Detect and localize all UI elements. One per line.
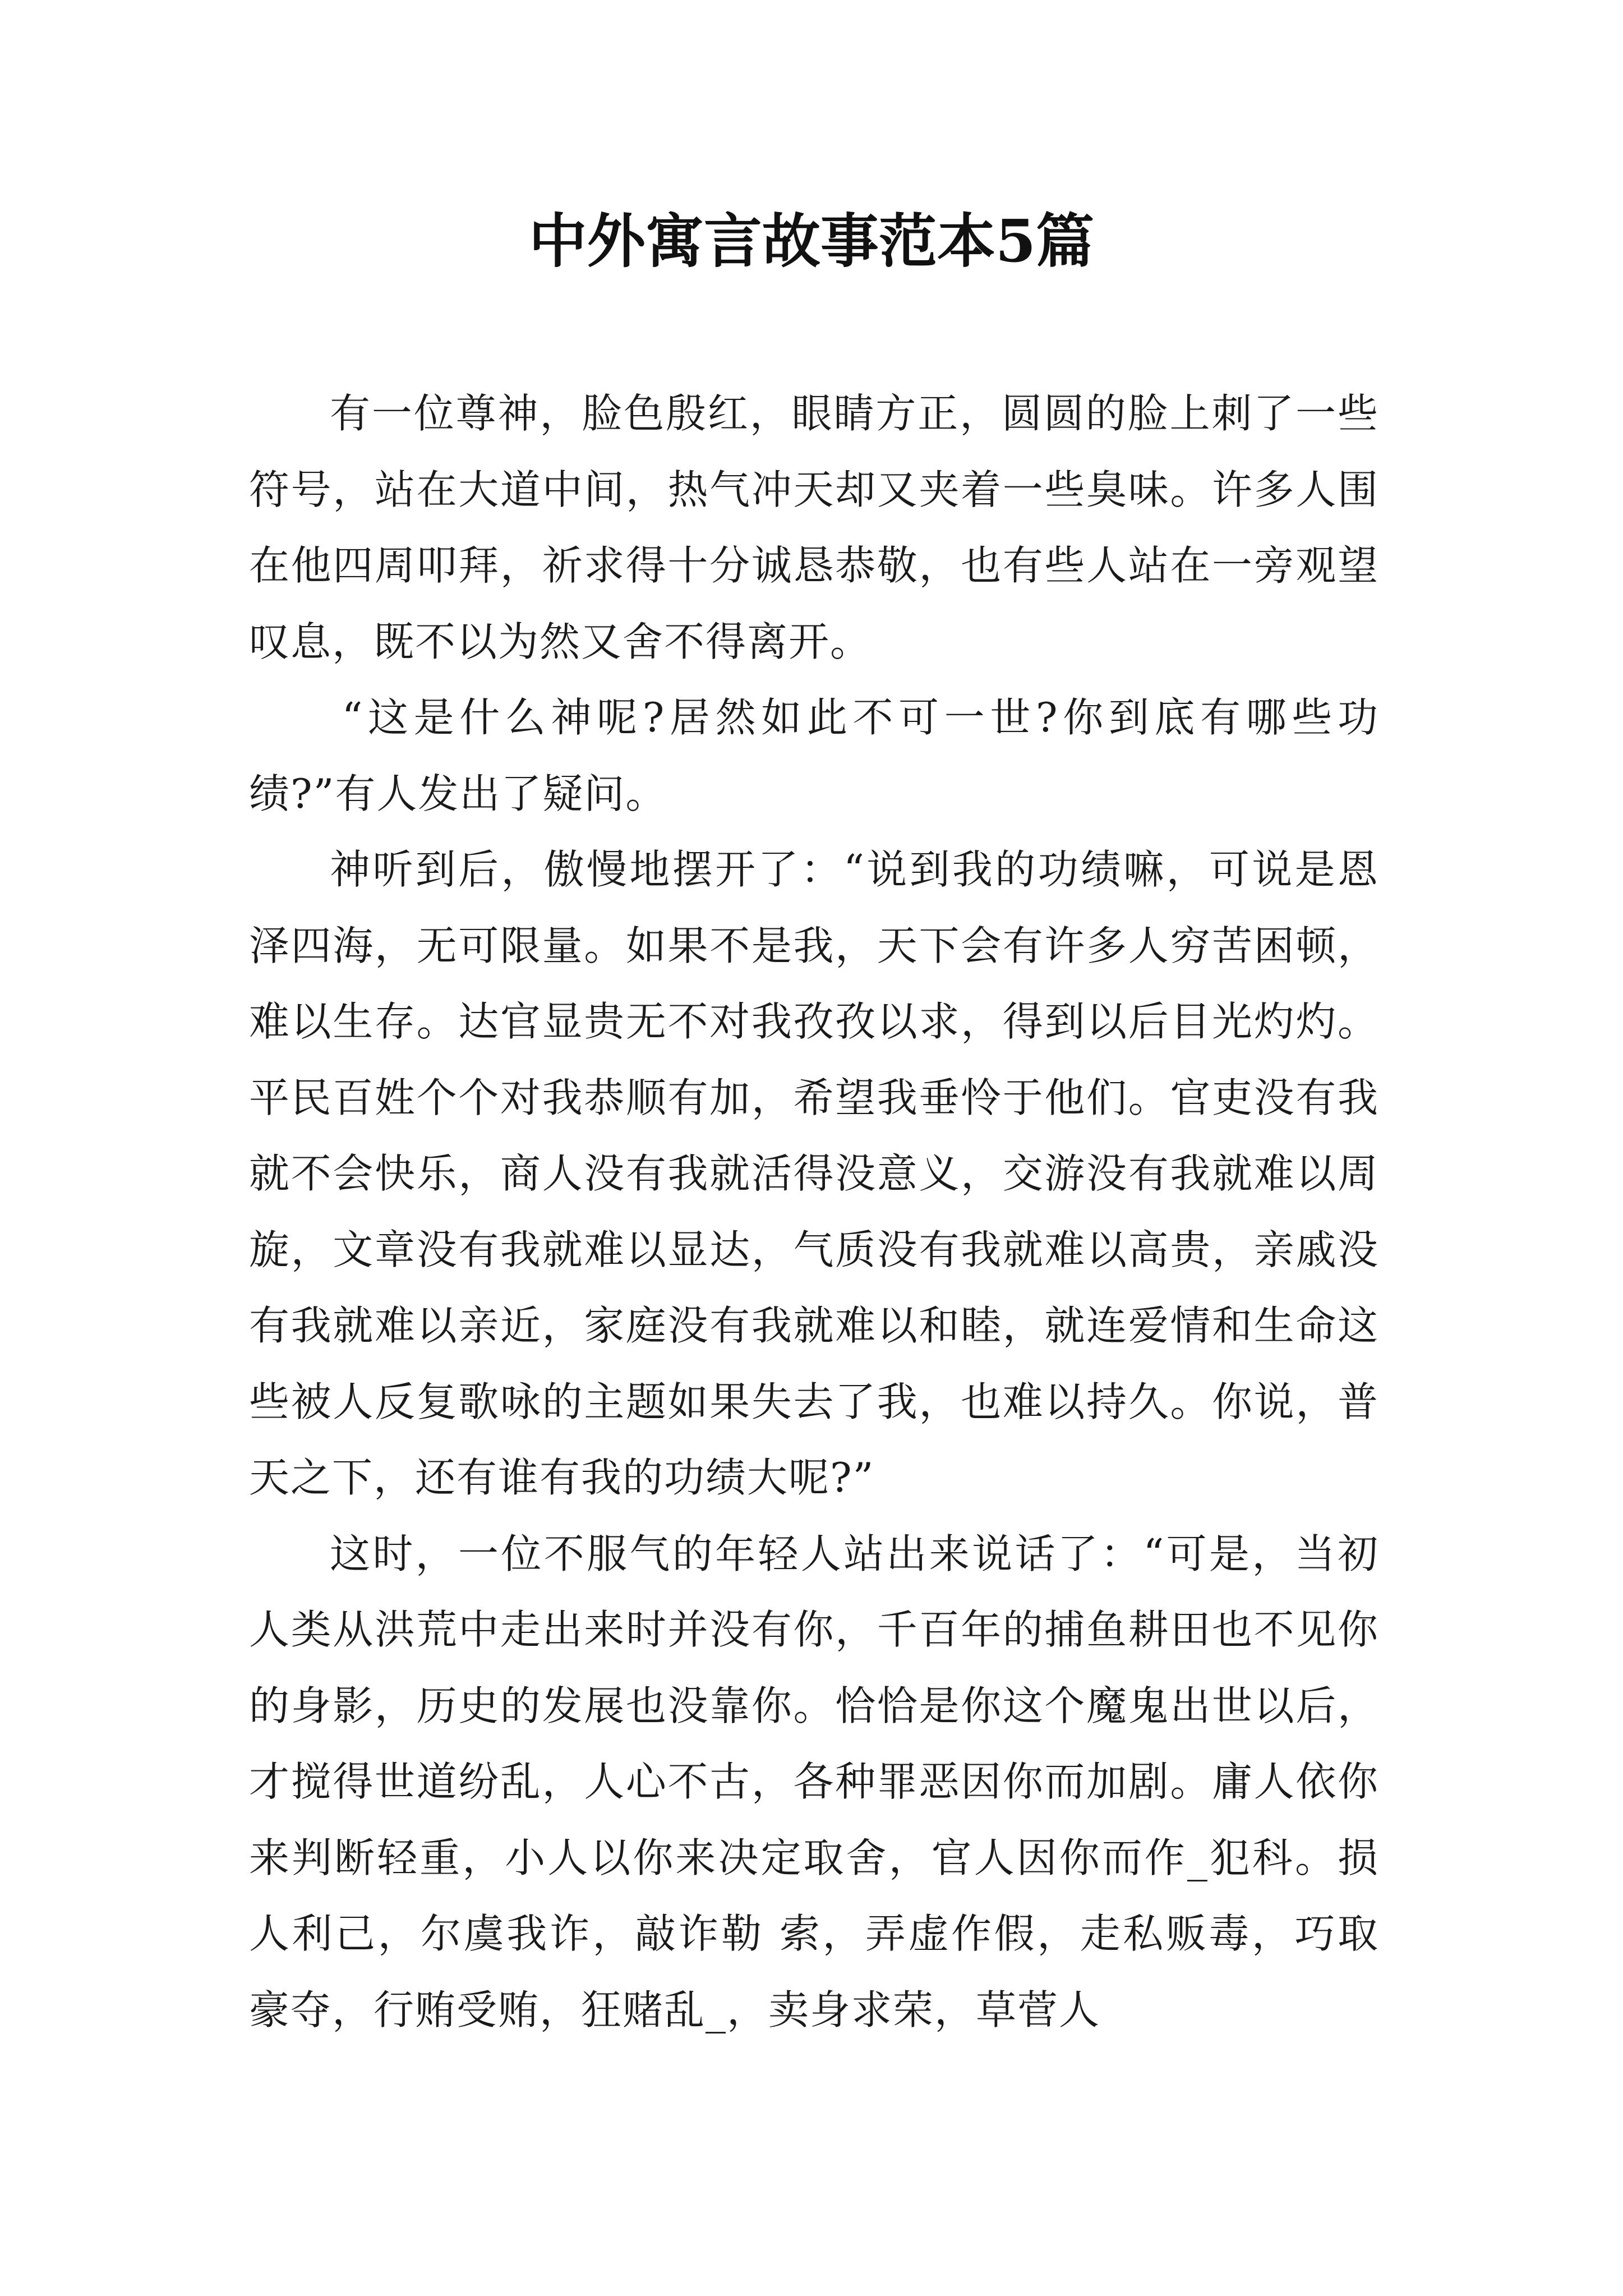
paragraph-2: “这是什么神呢?居然如此不可一世?你到底有哪些功绩?”有人发出了疑问。 bbox=[249, 694, 1379, 817]
document-title: 中外寓言故事范本5篇 bbox=[528, 206, 1095, 275]
paragraph-4: 这时，一位不服气的年轻人站出来说话了：“可是，当初人类从洪荒中走出来时并没有你，千百年的捕鱼耕田也不见你的身影，历史的发展也没靠你。恰恰是你这个魔鬼出世以后，才搅得世道纷乱，人心不古，各种罪恶因你而加剧。庸人依你来判断轻重，小人以你来决定取舍，官人因你而作_犯科。损人利己，尔虞我诈，敲诈勒 索，弄虚作假，走私贩毒，巧取豪夺，行贿受贿，狂赌乱_，卖身求荣，草菅人 bbox=[249, 1530, 1379, 2033]
paragraph-3: 神听到后，傲慢地摆开了：“说到我的功绩嘛，可说是恩泽四海，无可限量。如果不是我，天下会有许多人穷苦困顿，难以生存。达官显贵无不对我孜孜以求，得到以后目光灼灼。平民百姓个个对我恭顺有加，希望我垂怜于他们。官吏没有我就不会快乐，商人没有我就活得没意义，交游没有我就难以周旋，文章没有我就难以显达，气质没有我就难以高贵，亲戚没有我就难以亲近，家庭没有我就难以和睦，就连爱情和生命这些被人反复歌咏的主题如果失去了我，也难以持久。你说，普天之下，还有谁有我的功绩大呢?” bbox=[249, 846, 1379, 1501]
document-body bbox=[249, 376, 1379, 2048]
paragraph-1: 有一位尊神，脸色殷红，眼睛方正，圆圆的脸上刺了一些符号，站在大道中间，热气冲天却又夹着一些臭味。许多人围在他四周叩拜，祈求得十分诚恳恭敬，也有些人站在一旁观望叹息，既不以为然又舍不得离开。 bbox=[249, 390, 1379, 665]
